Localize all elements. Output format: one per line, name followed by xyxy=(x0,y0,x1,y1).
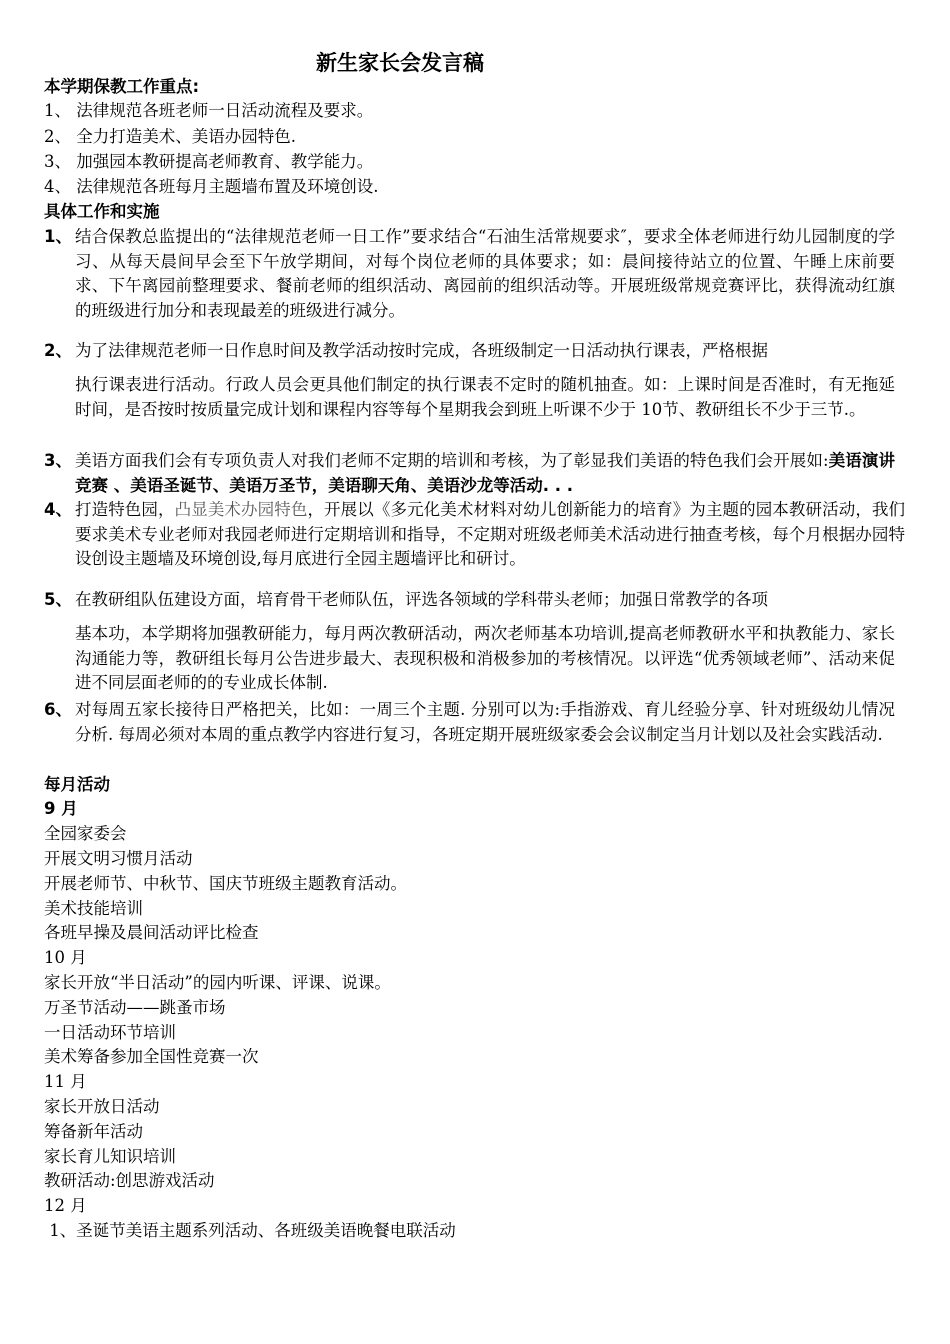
work-item-number: 5、 xyxy=(44,590,72,609)
month-label: 11 月 xyxy=(44,1072,87,1091)
work-item-number: 3、 xyxy=(44,451,72,470)
work-item-number: 4、 xyxy=(44,500,72,519)
work-item-text-plain: 美语方面我们会有专项负责人对我们老师不定期的培训和考核，为了彰显我们美语的特色我们会开展如: xyxy=(75,451,829,470)
month-item: 1、圣诞节美语主题系列活动、各班级美语晚餐电联活动 xyxy=(44,1221,456,1240)
work-item-text-bold: 美语演讲竞赛 、美语圣诞节、美语万圣节，美语聊天角、美语沙龙等活动. . . xyxy=(75,451,896,495)
month-label: 10 月 xyxy=(44,948,87,967)
focus-item: 4、 法律规范各班每月主题墙布置及环境创设. xyxy=(44,177,379,196)
focus-heading: 本学期保教工作重点: xyxy=(44,77,200,96)
month-label: 12 月 xyxy=(44,1196,87,1215)
month-item: 教研活动:创思游戏活动 xyxy=(44,1171,215,1190)
work-item-number: 1、 xyxy=(44,227,72,246)
month-item: 一日活动环节培训 xyxy=(44,1023,176,1042)
work-item-text-a: 打造特色园， xyxy=(75,500,175,519)
month-item: 全园家委会 xyxy=(44,824,127,843)
work-item-text: 结合保教总监提出的“法律规范老师一日工作”要求结合“石油生活常规要求″，要求全体老师进行幼儿园制度的学习、从每天晨间早会至下午放学期间，对每个岗位老师的具体要求；如：晨间接待站立的位置、午睡上床前要求、下午离园前整理要求、餐前老师的组织活动、离园前的组织活动等。开展班级常规竞赛评比，获得流动红旗的班级进行加分和表现最差的班级进行减分。 xyxy=(75,227,895,320)
focus-item: 3、 加强园本教研提高老师教育、教学能力。 xyxy=(44,152,374,171)
focus-item: 1、 法律规范各班老师一日活动流程及要求。 xyxy=(44,101,374,120)
month-item: 家长开放日活动 xyxy=(44,1097,160,1116)
month-item: 美术筹备参加全国性竞赛一次 xyxy=(44,1047,259,1066)
work-item-text-continued: 执行课表进行活动。行政人员会更具他们制定的执行课表不定时的随机抽查。如：上课时间是否准时，有无拖延时间，是否按时按质量完成计划和课程内容等每个星期我会到班上听课不少于 10节、教研组长不少于三节.。 xyxy=(75,375,895,419)
work-item-text-b: ，开展以《多元化美术材料对幼儿创新能力的培育》为主题的园本教研活动，我们要求美术专业老师对我园老师进行定期培训和指导，不定期对班级老师美术活动进行抽查考核，每个月根据办园特设创设主题墙及环境创设,每月底进行全园主题墙评比和研讨。 xyxy=(75,500,906,568)
work-item-text: 对每周五家长接待日严格把关，比如：一周三个主题. 分别可以为:手指游戏、育儿经验分享、针对班级幼儿情况分析. 每周必须对本周的重点教学内容进行复习，各班定期开展班级家委会会议制定当月计划以及社会实践活动. xyxy=(75,700,895,744)
work-item-text xyxy=(75,498,905,572)
month-item: 开展老师节、中秋节、国庆节班级主题教育活动。 xyxy=(44,874,407,893)
work-item-number: 6、 xyxy=(44,700,72,719)
work-item-text: 为了法律规范老师一日作息时间及教学活动按时完成，各班级制定一日活动执行课表，严格根据 xyxy=(75,341,768,360)
month-item: 家长开放“半日活动”的园内听课、评课、说课。 xyxy=(44,973,391,992)
focus-item: 2、 全力打造美术、美语办园特色. xyxy=(44,127,296,146)
month-item: 各班早操及晨间活动评比检查 xyxy=(44,923,259,942)
month-item: 筹备新年活动 xyxy=(44,1122,143,1141)
work-item-text-gray: 凸显美术办园特色 xyxy=(174,500,308,519)
month-item: 家长育儿知识培训 xyxy=(44,1147,176,1166)
work-heading: 具体工作和实施 xyxy=(44,202,160,221)
month-item: 万圣节活动——跳蚤市场 xyxy=(44,998,226,1017)
month-label: 9 月 xyxy=(44,799,78,818)
work-item-text xyxy=(75,449,895,498)
work-item-number: 2、 xyxy=(44,341,72,360)
work-item-text-continued: 基本功，本学期将加强教研能力，每月两次教研活动，两次老师基本功培训,提高老师教研水平和执教能力、家长沟通能力等，教研组长每月公告进步最大、表现积极和消极参加的考核情况。以评选“优秀领域老师”、活动来促进不同层面老师的的专业成长体制. xyxy=(75,624,895,692)
work-item-text: 在教研组队伍建设方面，培育骨干老师队伍，评选各领域的学科带头老师；加强日常教学的各项 xyxy=(75,590,768,609)
page-title: 新生家长会发言稿 xyxy=(316,51,484,75)
month-item: 美术技能培训 xyxy=(44,899,143,918)
monthly-heading: 每月活动 xyxy=(44,775,110,794)
month-item: 开展文明习惯月活动 xyxy=(44,849,193,868)
